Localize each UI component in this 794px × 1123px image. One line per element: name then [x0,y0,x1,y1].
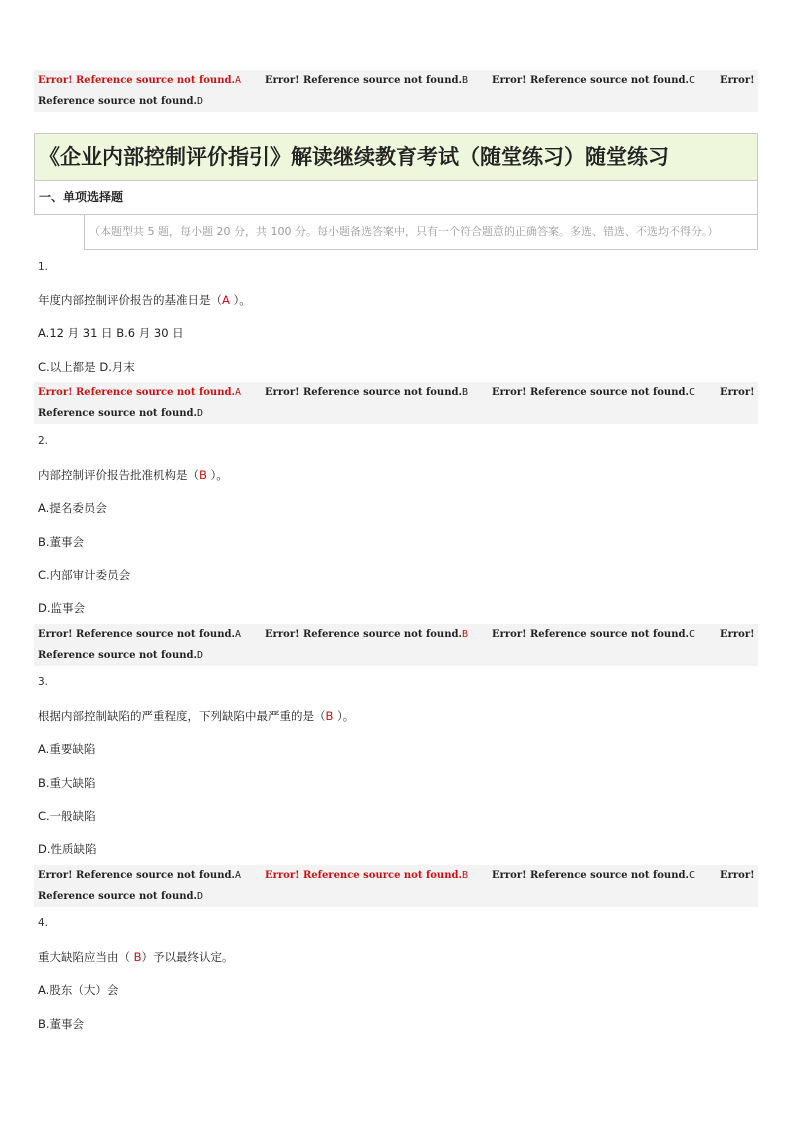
answer-letter: B [199,468,207,482]
section-note: （本题型共 5 题，每小题 20 分，共 100 分。每小题备选答案中，只有一个符合题意的正确答案。多选、错选、不选均不得分。） [84,215,758,250]
error-ref-d-cont: Reference source not found.D [38,408,204,419]
error-ref-d: Error! [720,75,755,86]
option-line: C.一般缺陷 [38,809,96,823]
error-ref-d: Error! [720,870,755,881]
error-reference-bar [34,865,758,907]
error-ref-a: Error! Reference source not found.A [38,75,241,86]
error-reference-bar [34,382,758,424]
option-line: D.监事会 [38,601,86,615]
question-stem: 内部控制评价报告批准机构是（B ）。 [38,468,228,482]
error-ref-b: Error! Reference source not found.B [265,629,468,640]
option-line: B.重大缺陷 [38,776,96,790]
option-line: A.12 月 31 日 B.6 月 30 日 [38,326,184,340]
option-line: B.董事会 [38,535,85,549]
error-ref-b: Error! Reference source not found.B [265,75,468,86]
section-heading: 一、单项选择题 [34,181,758,215]
option-line: B.董事会 [38,1017,85,1031]
error-ref-a: Error! Reference source not found.A [38,387,241,398]
question-stem: 重大缺陷应当由（ B）予以最终认定。 [38,950,234,964]
error-ref-c: Error! Reference source not found.C [492,629,695,640]
question-stem: 年度内部控制评价报告的基准日是（A ）。 [38,293,251,307]
error-ref-d-cont: Reference source not found.D [38,96,204,107]
option-line: D.性质缺陷 [38,842,97,856]
error-ref-c: Error! Reference source not found.C [492,387,695,398]
question-number: 1. [38,261,49,273]
question-number: 4. [38,917,49,929]
answer-letter: B [133,950,142,964]
option-line: C.内部审计委员会 [38,568,131,582]
question-number: 2. [38,435,49,447]
option-line: A.重要缺陷 [38,742,96,756]
question-number: 3. [38,676,49,688]
error-ref-c: Error! Reference source not found.C [492,75,695,86]
error-ref-a: Error! Reference source not found.A [38,870,241,881]
answer-letter: B [325,709,334,723]
error-ref-c: Error! Reference source not found.C [492,870,695,881]
error-ref-b: Error! Reference source not found.B [265,870,468,881]
error-reference-bar [34,624,758,666]
option-line: A.提名委员会 [38,501,107,515]
error-ref-d-cont: Reference source not found.D [38,650,204,661]
error-ref-a: Error! Reference source not found.A [38,629,241,640]
page-title: 《企业内部控制评价指引》解读继续教育考试（随堂练习）随堂练习 [34,133,758,181]
error-ref-d-cont: Reference source not found.D [38,891,204,902]
answer-letter: A [222,293,230,307]
error-ref-d: Error! [720,629,755,640]
option-line: A.股东（大）会 [38,983,119,997]
error-ref-d: Error! [720,387,755,398]
question-stem: 根据内部控制缺陷的严重程度，下列缺陷中最严重的是（B ）。 [38,709,355,723]
error-reference-bar [34,70,758,112]
error-ref-b: Error! Reference source not found.B [265,387,468,398]
option-line: C.以上都是 D.月末 [38,360,135,374]
